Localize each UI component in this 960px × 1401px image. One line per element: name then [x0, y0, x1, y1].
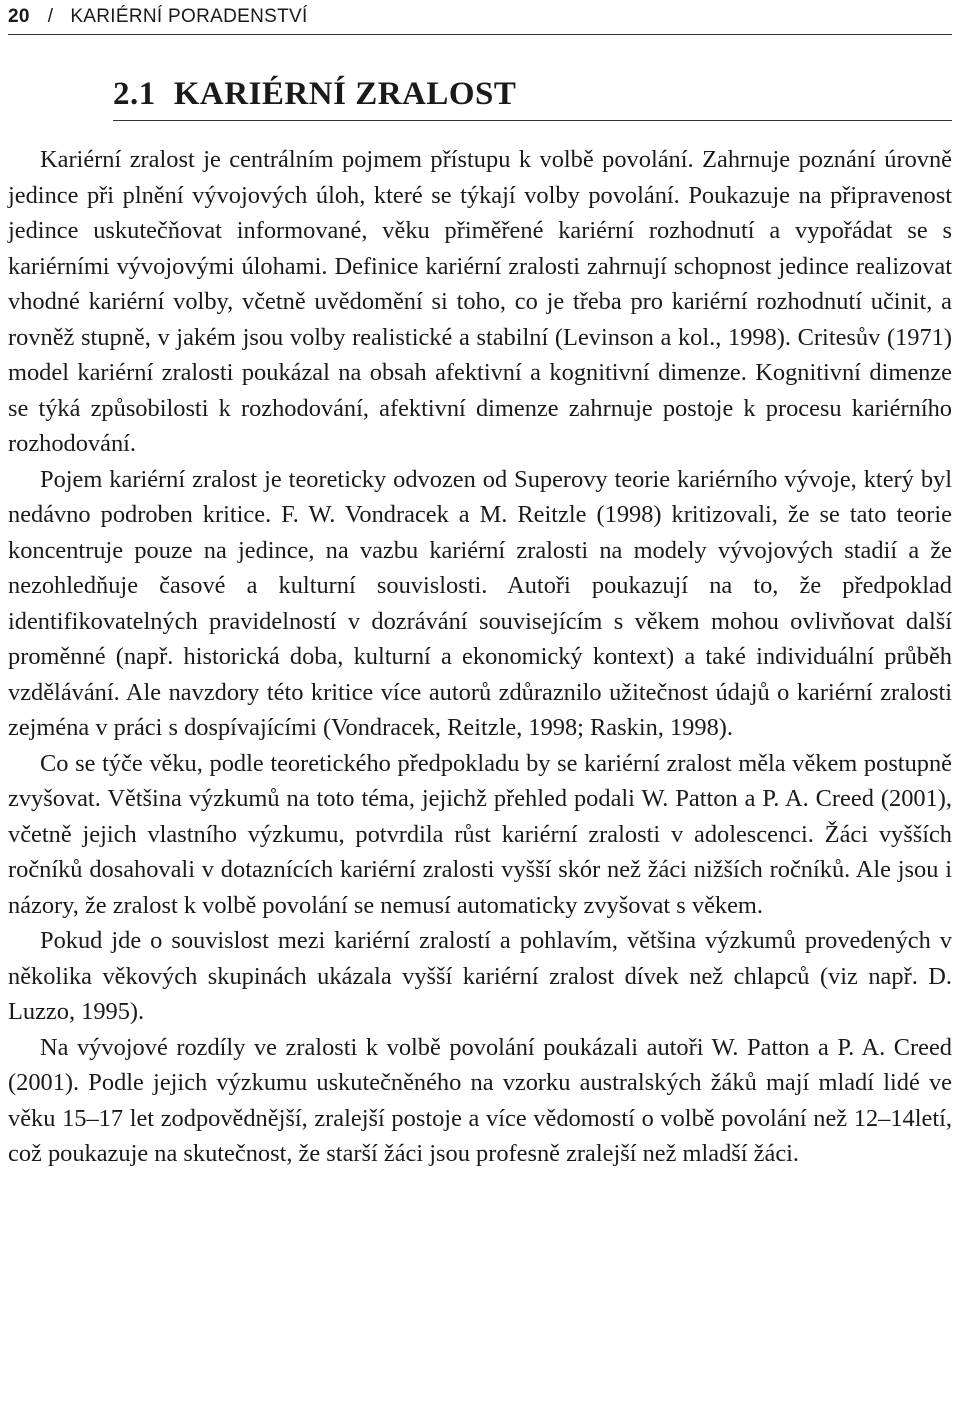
paragraph: Co se týče věku, podle teoretického předpokladu by se kariérní zralost měla věkem postupně zvyšovat. Většina výzkumů na toto téma, jejichž přehled podali W. Patton a P. A. Creed (2001), včetně jejich vlastního výzkumu, potvrdila růst kariérní zralosti v adolescenci. Žáci vyšších ročníků dosahovali v dotaznících kariérní zralosti vyšší skór než žáci nižších ročníků. Ale jsou i názory, že zralost k volbě povolání se nemusí automaticky zvyšovat s věkem. [8, 749, 952, 919]
section-number: 2.1 [113, 76, 156, 112]
paragraph: Pokud jde o souvislost mezi kariérní zralostí a pohlavím, většina výzkumů provedených v několika věkových skupinách ukázala vyšší kariérní zralost dívek než chlapců (viz např. D. Luzzo, 1995). [8, 927, 952, 1025]
page-number: 20 [8, 6, 30, 27]
body-text [8, 142, 952, 1172]
header-rule [8, 34, 952, 35]
paragraph: Kariérní zralost je centrálním pojmem přístupu k volbě povolání. Zahrnuje poznání úrovně jedince při plnění vývojových úloh, které se týkají volby povolání. Poukazuje na připravenost jedince uskutečňovat informované, věku přiměřené kariérní rozhodnutí a vypořádat se s kariérními vývojovými úlohami. Definice kariérní zralosti zahrnují schopnost jedince realizovat vhodné kariérní volby, včetně uvědomění si toho, co je třeba pro kariérní rozhodnutí učinit, a rovněž stupně, v jakém jsou volby realistické a stabilní (Levinson a kol., 1998). Critesův (1971) model kariérní zralosti poukázal na obsah afektivní a kognitivní dimenze. Kognitivní dimenze se týká způsobilosti k rozhodování, afektivní dimenze zahrnuje postoje k procesu kariérního rozhodování. [8, 146, 952, 457]
paragraph: Na vývojové rozdíly ve zralosti k volbě povolání poukázali autoři W. Patton a P. A. Creed (2001). Podle jejich výzkumu uskutečněného na vzorku australských žáků mají mladí lidé ve věku 15–17 let zodpovědnější, zralejší postoje a více vědomostí o volbě povolání než 12–14letí, což poukazuje na skutečnost, že starší žáci jsou profesně zralejší než mladší žáci. [8, 1033, 952, 1167]
chapter-title: KARIÉRNÍ PORADENSTVÍ [70, 6, 308, 27]
section-heading-rule [113, 120, 952, 121]
running-head [8, 2, 952, 34]
section-heading [113, 72, 516, 116]
paragraph: Pojem kariérní zralost je teoreticky odvozen od Superovy teorie kariérního vývoje, který byl nedávno podroben kritice. F. W. Vondracek a M. Reitzle (1998) kritizovali, že se tato teorie koncentruje pouze na jedince, na vazbu kariérní zralosti na modely vývojových stadií a že nezohledňuje časové a kulturní souvislosti. Autoři poukazují na to, že předpoklad identifikovatelných pravidelností v dozrávání souvisejícím s věkem mohou ovlivňovat další proměnné (např. historická doba, kulturní a ekonomický kontext) a také individuální průběh vzdělávání. Ale navzdory této kritice více autorů zdůraznilo užitečnost údajů o kariérní zralosti zejména v práci s dospívajícími (Vondracek, Reitzle, 1998; Raskin, 1998). [8, 465, 952, 741]
section-title: KARIÉRNÍ ZRALOST [173, 76, 517, 112]
running-head-separator: / [47, 6, 54, 27]
